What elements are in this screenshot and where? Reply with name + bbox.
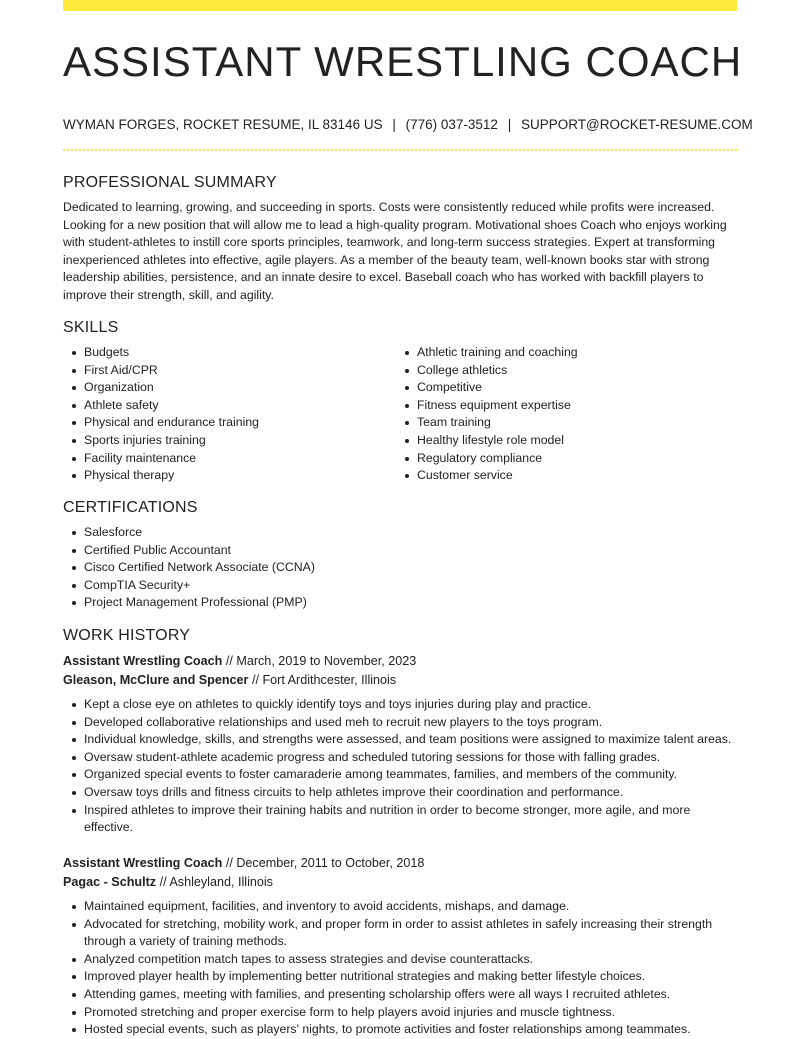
skill-item: Customer service	[417, 467, 726, 485]
contact-email: SUPPORT@ROCKET-RESUME.COM	[521, 117, 753, 132]
job-duty: Developed collaborative relationships and used meh to recruit new players to the toys program.	[84, 714, 737, 732]
job-duty: Individual knowledge, skills, and strengths were assessed, and team positions were assigned to maximize talent areas.	[84, 731, 737, 749]
contact-address: WYMAN FORGES, ROCKET RESUME, IL 83146 US	[63, 117, 383, 132]
skill-item: Athletic training and coaching	[417, 344, 726, 362]
job-title: Assistant Wrestling Coach	[63, 654, 223, 668]
job-duty: Hosted special events, such as players' nights, to promote activities and foster relationships among teammates.	[84, 1021, 737, 1039]
job-title-line	[63, 652, 737, 671]
skill-item: First Aid/CPR	[84, 362, 393, 380]
skill-item: Fitness equipment expertise	[417, 397, 726, 415]
job-dates: // December, 2011 to October, 2018	[222, 856, 425, 870]
job-company: Gleason, McClure and Spencer	[63, 673, 249, 687]
job-entry	[63, 854, 737, 1039]
contact-separator: |	[507, 117, 512, 132]
skill-item: Regulatory compliance	[417, 450, 726, 468]
job-entry	[63, 652, 737, 837]
certifications-heading: CERTIFICATIONS	[63, 499, 198, 516]
job-title-line	[63, 854, 737, 873]
job-location: // Fort Ardithcester, Illinois	[248, 673, 397, 687]
certification-item: Cisco Certified Network Associate (CCNA)	[84, 559, 737, 577]
job-company: Pagac - Schultz	[63, 875, 157, 889]
skill-item: College athletics	[417, 362, 726, 380]
job-company-line	[63, 873, 737, 892]
job-dates: // March, 2019 to November, 2023	[222, 654, 417, 668]
skill-item: Facility maintenance	[84, 450, 393, 468]
job-duty: Inspired athletes to improve their training habits and nutrition in order to become stronger, more agile, and more effective.	[84, 802, 737, 837]
job-duty: Improved player health by implementing better nutritional strategies and making better lifestyle choices.	[84, 968, 737, 986]
skills-right-list	[396, 344, 726, 485]
summary-text: Dedicated to learning, growing, and succeeding in sports. Costs were consistently reduced while profits were increased. Looking for a new position that will allow me to lead a high-quality program. Motivational shoes Coach who enjoys working with student-athletes to instill core sports principles, teamwork, and long-term success strategies. Expert at transforming inexperienced athletes into effective, agile players. As a member of the beauty team, well-known books star with strong leadership abilities, persistence, and an innate desire to excel. Baseball coach who has worked with backfill players to improve their strength, skill, and agility.	[63, 200, 727, 302]
work-history-heading: WORK HISTORY	[63, 627, 191, 644]
job-duty: Organized special events to foster camaraderie among teammates, families, and members of the community.	[84, 766, 737, 784]
job-duty: Attending games, meeting with families, and presenting scholarship offers were all ways I recruited athletes.	[84, 986, 737, 1004]
certification-item: Project Management Professional (PMP)	[84, 594, 737, 612]
skills-left-list	[63, 344, 393, 485]
certifications-list	[63, 524, 737, 612]
summary-heading: PROFESSIONAL SUMMARY	[63, 174, 277, 191]
job-title: Assistant Wrestling Coach	[63, 856, 223, 870]
contact-separator: |	[392, 117, 396, 132]
certification-item: CompTIA Security+	[84, 577, 737, 595]
job-duty: Oversaw student-athlete academic progress and scheduled tutoring sessions for those with falling grades.	[84, 749, 737, 767]
header-divider	[63, 149, 737, 151]
certification-item: Salesforce	[84, 524, 737, 542]
skill-item: Athlete safety	[84, 397, 393, 415]
job-duty: Promoted stretching and proper exercise form to help players avoid injuries and muscle tightness.	[84, 1004, 737, 1022]
skills-right-column	[396, 344, 726, 485]
job-location: // Ashleyland, Illinois	[156, 875, 273, 889]
job-duties-list	[63, 898, 737, 1039]
skill-item: Organization	[84, 379, 393, 397]
skill-item: Sports injuries training	[84, 432, 393, 450]
job-duty: Maintained equipment, facilities, and inventory to avoid accidents, mishaps, and damage.	[84, 898, 737, 916]
job-duty: Kept a close eye on athletes to quickly identify toys and toys injuries during play and practice.	[84, 696, 737, 714]
accent-top-bar	[63, 0, 737, 11]
skills-heading: SKILLS	[63, 319, 119, 336]
job-duties-list	[63, 696, 737, 837]
skill-item: Physical and endurance training	[84, 414, 393, 432]
job-duty: Oversaw toys drills and fitness circuits to help athletes improve their coordination and performance.	[84, 784, 737, 802]
skill-item: Physical therapy	[84, 467, 393, 485]
skills-left-column	[63, 344, 393, 485]
job-company-line	[63, 671, 737, 690]
job-duty: Advocated for stretching, mobility work, and proper form in order to assist athletes in safely increasing their strength through a variety of training methods.	[84, 916, 737, 951]
resume-title: ASSISTANT WRESTLING COACH	[63, 38, 743, 85]
certifications-block	[63, 524, 737, 612]
job-duty: Analyzed competition match tapes to assess strategies and devise counterattacks.	[84, 951, 737, 969]
skill-item: Competitive	[417, 379, 726, 397]
skill-item: Healthy lifestyle role model	[417, 432, 726, 450]
contact-line	[63, 117, 753, 132]
certification-item: Certified Public Accountant	[84, 542, 737, 560]
skill-item: Budgets	[84, 344, 393, 362]
skill-item: Team training	[417, 414, 726, 432]
contact-phone: (776) 037-3512	[405, 117, 498, 132]
